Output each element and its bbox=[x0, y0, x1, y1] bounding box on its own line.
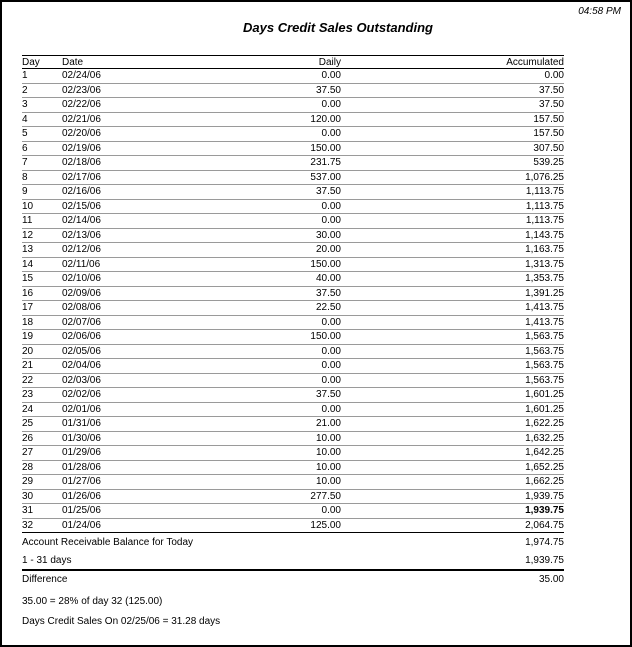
accumulated-cell: 1,313.75 bbox=[341, 257, 564, 272]
date-cell: 02/18/06 bbox=[62, 156, 212, 171]
table-row bbox=[22, 388, 564, 403]
day-cell: 7 bbox=[22, 156, 62, 171]
daily-cell: 10.00 bbox=[212, 460, 341, 475]
summary-value: 35.00 bbox=[538, 573, 564, 585]
date-cell: 01/28/06 bbox=[62, 460, 212, 475]
day-cell: 3 bbox=[22, 98, 62, 113]
column-header-date: Date bbox=[62, 56, 212, 69]
table-row bbox=[22, 417, 564, 432]
day-cell: 21 bbox=[22, 359, 62, 374]
accumulated-cell: 1,622.25 bbox=[341, 417, 564, 432]
accumulated-cell: 1,662.25 bbox=[341, 475, 564, 490]
daily-cell: 0.00 bbox=[212, 69, 341, 84]
daily-cell: 22.50 bbox=[212, 301, 341, 316]
accumulated-cell: 37.50 bbox=[341, 83, 564, 98]
table-row bbox=[22, 330, 564, 345]
day-cell: 31 bbox=[22, 504, 62, 519]
table-row bbox=[22, 315, 564, 330]
footnote-days-credit-sales: Days Credit Sales On 02/25/06 = 31.28 days bbox=[22, 616, 221, 627]
date-cell: 01/30/06 bbox=[62, 431, 212, 446]
day-cell: 13 bbox=[22, 243, 62, 258]
table-row bbox=[22, 112, 564, 127]
daily-cell: 150.00 bbox=[212, 257, 341, 272]
daily-cell: 0.00 bbox=[212, 373, 341, 388]
daily-cell: 10.00 bbox=[212, 431, 341, 446]
table-row bbox=[22, 504, 564, 519]
accumulated-cell: 2,064.75 bbox=[341, 518, 564, 533]
table-row bbox=[22, 460, 564, 475]
column-header-daily: Daily bbox=[212, 56, 341, 69]
accumulated-cell: 539.25 bbox=[341, 156, 564, 171]
date-cell: 02/11/06 bbox=[62, 257, 212, 272]
day-cell: 1 bbox=[22, 69, 62, 84]
daily-cell: 37.50 bbox=[212, 83, 341, 98]
day-cell: 28 bbox=[22, 460, 62, 475]
date-cell: 02/07/06 bbox=[62, 315, 212, 330]
accumulated-cell: 1,113.75 bbox=[341, 185, 564, 200]
summary-value: 1,974.75 bbox=[525, 537, 564, 548]
daily-cell: 0.00 bbox=[212, 214, 341, 229]
accumulated-cell: 1,563.75 bbox=[341, 344, 564, 359]
table-row bbox=[22, 431, 564, 446]
date-cell: 02/13/06 bbox=[62, 228, 212, 243]
date-cell: 02/24/06 bbox=[62, 69, 212, 84]
day-cell: 24 bbox=[22, 402, 62, 417]
date-cell: 02/04/06 bbox=[62, 359, 212, 374]
accumulated-cell: 1,163.75 bbox=[341, 243, 564, 258]
daily-cell: 150.00 bbox=[212, 330, 341, 345]
daily-cell: 37.50 bbox=[212, 388, 341, 403]
day-cell: 10 bbox=[22, 199, 62, 214]
summary-label: Account Receivable Balance for Today bbox=[22, 537, 194, 548]
daily-cell: 0.00 bbox=[212, 402, 341, 417]
daily-cell: 0.00 bbox=[212, 127, 341, 142]
accumulated-cell: 1,076.25 bbox=[341, 170, 564, 185]
daily-cell: 10.00 bbox=[212, 475, 341, 490]
table-row bbox=[22, 344, 564, 359]
daily-cell: 0.00 bbox=[212, 359, 341, 374]
accumulated-cell: 1,563.75 bbox=[341, 373, 564, 388]
day-cell: 15 bbox=[22, 272, 62, 287]
table-row bbox=[22, 301, 564, 316]
table-row bbox=[22, 69, 564, 84]
table-row bbox=[22, 489, 564, 504]
accumulated-cell: 157.50 bbox=[341, 127, 564, 142]
column-header-accumulated: Accumulated bbox=[341, 56, 564, 69]
day-cell: 32 bbox=[22, 518, 62, 533]
date-cell: 01/31/06 bbox=[62, 417, 212, 432]
accumulated-cell: 1,601.25 bbox=[341, 388, 564, 403]
accumulated-cell: 1,642.25 bbox=[341, 446, 564, 461]
day-cell: 8 bbox=[22, 170, 62, 185]
day-cell: 30 bbox=[22, 489, 62, 504]
accumulated-cell: 1,563.75 bbox=[341, 330, 564, 345]
date-cell: 02/12/06 bbox=[62, 243, 212, 258]
accumulated-cell: 1,632.25 bbox=[341, 431, 564, 446]
accumulated-cell: 1,601.25 bbox=[341, 402, 564, 417]
daily-cell: 0.00 bbox=[212, 98, 341, 113]
table-row bbox=[22, 156, 564, 171]
daily-cell: 10.00 bbox=[212, 446, 341, 461]
date-cell: 02/20/06 bbox=[62, 127, 212, 142]
day-cell: 16 bbox=[22, 286, 62, 301]
date-cell: 02/23/06 bbox=[62, 83, 212, 98]
date-cell: 02/22/06 bbox=[62, 98, 212, 113]
date-cell: 02/06/06 bbox=[62, 330, 212, 345]
date-cell: 01/29/06 bbox=[62, 446, 212, 461]
column-header-day: Day bbox=[22, 56, 62, 69]
accumulated-cell: 1,113.75 bbox=[341, 199, 564, 214]
date-cell: 01/24/06 bbox=[62, 518, 212, 533]
daily-cell: 37.50 bbox=[212, 286, 341, 301]
day-cell: 2 bbox=[22, 83, 62, 98]
summary-row-1-31-days bbox=[22, 552, 564, 571]
daily-cell: 537.00 bbox=[212, 170, 341, 185]
daily-cell: 120.00 bbox=[212, 112, 341, 127]
header-row bbox=[22, 56, 564, 69]
daily-cell: 20.00 bbox=[212, 243, 341, 258]
table-row bbox=[22, 359, 564, 374]
accumulated-cell: 157.50 bbox=[341, 112, 564, 127]
summary-row-difference bbox=[22, 571, 564, 587]
accumulated-cell: 1,143.75 bbox=[341, 228, 564, 243]
credit-sales-table bbox=[22, 55, 564, 533]
summary-label: Difference bbox=[22, 573, 68, 585]
accumulated-cell: 1,652.25 bbox=[341, 460, 564, 475]
daily-cell: 37.50 bbox=[212, 185, 341, 200]
date-cell: 02/09/06 bbox=[62, 286, 212, 301]
table-row bbox=[22, 402, 564, 417]
day-cell: 22 bbox=[22, 373, 62, 388]
accumulated-cell: 1,563.75 bbox=[341, 359, 564, 374]
table-row bbox=[22, 243, 564, 258]
date-cell: 01/26/06 bbox=[62, 489, 212, 504]
date-cell: 02/02/06 bbox=[62, 388, 212, 403]
day-cell: 12 bbox=[22, 228, 62, 243]
page-title: Days Credit Sales Outstanding bbox=[243, 20, 433, 35]
accumulated-cell: 37.50 bbox=[341, 98, 564, 113]
day-cell: 14 bbox=[22, 257, 62, 272]
accumulated-cell: 1,939.75 bbox=[341, 489, 564, 504]
footnote-difference-percentage: 35.00 = 28% of day 32 (125.00) bbox=[22, 596, 163, 607]
report-body bbox=[22, 55, 564, 627]
table-row bbox=[22, 83, 564, 98]
accumulated-cell: 1,353.75 bbox=[341, 272, 564, 287]
accumulated-cell: 0.00 bbox=[341, 69, 564, 84]
date-cell: 01/25/06 bbox=[62, 504, 212, 519]
accumulated-cell: 307.50 bbox=[341, 141, 564, 156]
date-cell: 02/01/06 bbox=[62, 402, 212, 417]
date-cell: 02/08/06 bbox=[62, 301, 212, 316]
day-cell: 11 bbox=[22, 214, 62, 229]
day-cell: 23 bbox=[22, 388, 62, 403]
accumulated-cell: 1,413.75 bbox=[341, 301, 564, 316]
report-timestamp: 04:58 PM bbox=[578, 6, 621, 17]
date-cell: 02/10/06 bbox=[62, 272, 212, 287]
table-row bbox=[22, 214, 564, 229]
accumulated-cell: 1,113.75 bbox=[341, 214, 564, 229]
table-row bbox=[22, 228, 564, 243]
day-cell: 29 bbox=[22, 475, 62, 490]
day-cell: 20 bbox=[22, 344, 62, 359]
daily-cell: 40.00 bbox=[212, 272, 341, 287]
table-row bbox=[22, 185, 564, 200]
table-row bbox=[22, 170, 564, 185]
daily-cell: 0.00 bbox=[212, 315, 341, 330]
date-cell: 02/03/06 bbox=[62, 373, 212, 388]
table-row bbox=[22, 518, 564, 533]
daily-cell: 125.00 bbox=[212, 518, 341, 533]
daily-cell: 0.00 bbox=[212, 199, 341, 214]
table-row bbox=[22, 446, 564, 461]
table-row bbox=[22, 272, 564, 287]
day-cell: 9 bbox=[22, 185, 62, 200]
table-row bbox=[22, 475, 564, 490]
day-cell: 5 bbox=[22, 127, 62, 142]
day-cell: 26 bbox=[22, 431, 62, 446]
day-cell: 27 bbox=[22, 446, 62, 461]
table-row bbox=[22, 199, 564, 214]
day-cell: 19 bbox=[22, 330, 62, 345]
date-cell: 02/15/06 bbox=[62, 199, 212, 214]
daily-cell: 21.00 bbox=[212, 417, 341, 432]
summary-label: 1 - 31 days bbox=[22, 555, 72, 566]
daily-cell: 0.00 bbox=[212, 504, 341, 519]
day-cell: 4 bbox=[22, 112, 62, 127]
summary-row-ar-balance bbox=[22, 533, 564, 552]
day-cell: 17 bbox=[22, 301, 62, 316]
accumulated-cell: 1,391.25 bbox=[341, 286, 564, 301]
date-cell: 02/16/06 bbox=[62, 185, 212, 200]
accumulated-cell: 1,939.75 bbox=[341, 504, 564, 519]
date-cell: 02/17/06 bbox=[62, 170, 212, 185]
table-row bbox=[22, 141, 564, 156]
daily-cell: 150.00 bbox=[212, 141, 341, 156]
daily-cell: 30.00 bbox=[212, 228, 341, 243]
accumulated-cell: 1,413.75 bbox=[341, 315, 564, 330]
day-cell: 6 bbox=[22, 141, 62, 156]
daily-cell: 231.75 bbox=[212, 156, 341, 171]
table-row bbox=[22, 257, 564, 272]
table-row bbox=[22, 127, 564, 142]
table-header bbox=[22, 56, 564, 69]
daily-cell: 277.50 bbox=[212, 489, 341, 504]
table-row bbox=[22, 98, 564, 113]
table-body bbox=[22, 69, 564, 533]
date-cell: 02/05/06 bbox=[62, 344, 212, 359]
summary-section bbox=[22, 533, 564, 627]
date-cell: 02/21/06 bbox=[62, 112, 212, 127]
day-cell: 25 bbox=[22, 417, 62, 432]
summary-value: 1,939.75 bbox=[525, 555, 564, 566]
date-cell: 02/14/06 bbox=[62, 214, 212, 229]
date-cell: 01/27/06 bbox=[62, 475, 212, 490]
date-cell: 02/19/06 bbox=[62, 141, 212, 156]
day-cell: 18 bbox=[22, 315, 62, 330]
daily-cell: 0.00 bbox=[212, 344, 341, 359]
table-row bbox=[22, 286, 564, 301]
table-row bbox=[22, 373, 564, 388]
